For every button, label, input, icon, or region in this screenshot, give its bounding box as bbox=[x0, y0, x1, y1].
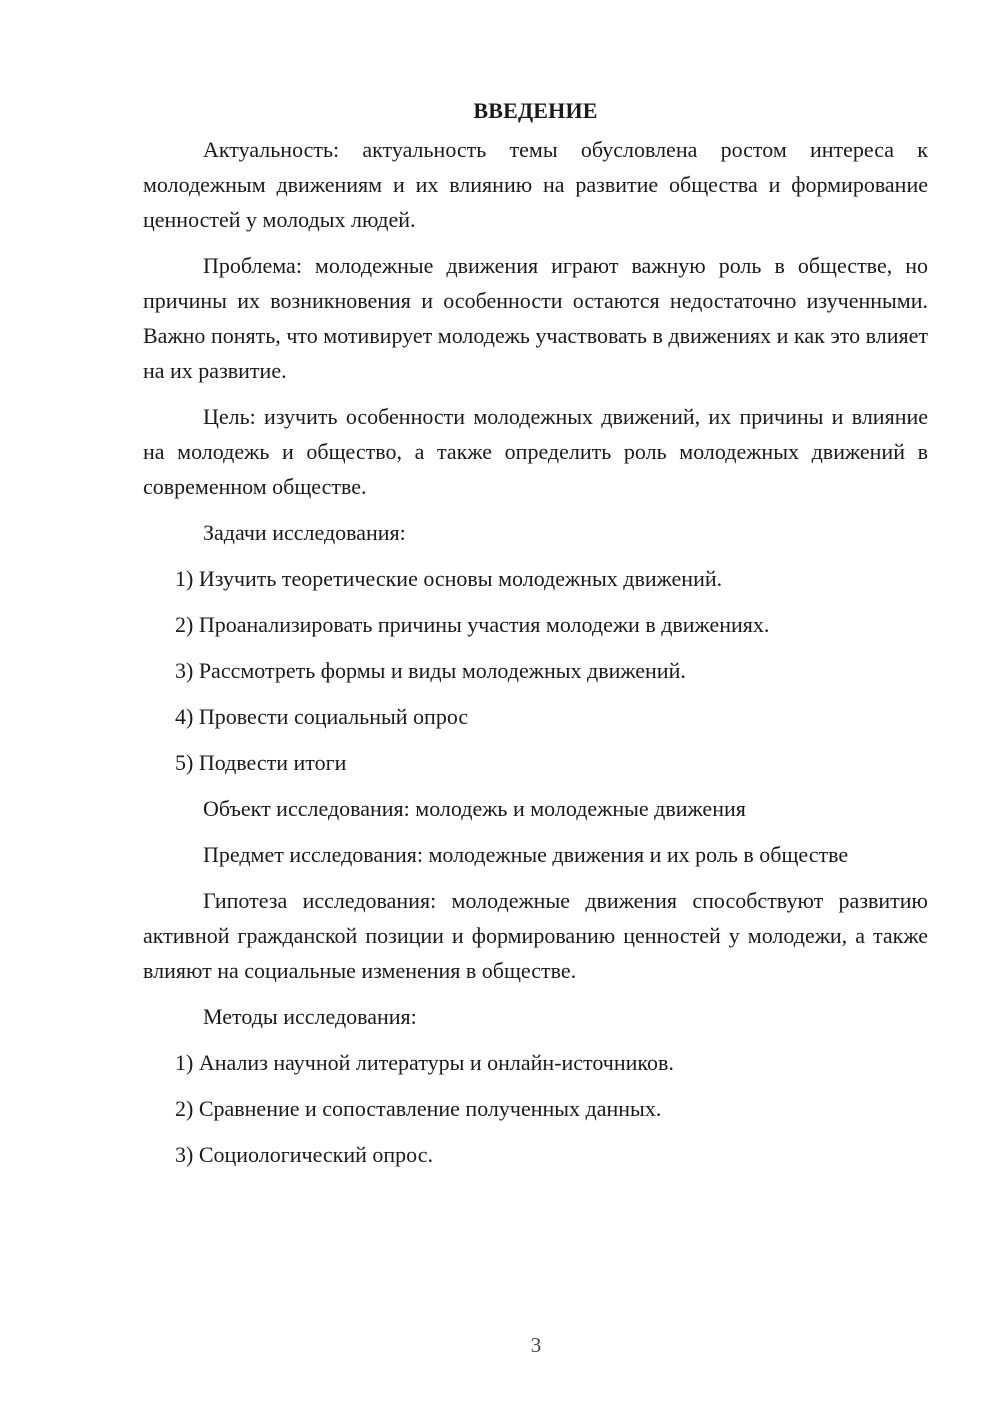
document-page bbox=[143, 94, 928, 1172]
research-subject: Предмет исследования: молодежные движения и их роль в обществе bbox=[203, 842, 849, 867]
method-item-3: 3) Социологический опрос. bbox=[175, 1142, 433, 1167]
page-number: 3 bbox=[530, 1333, 542, 1357]
task-item-2: 2) Проанализировать причины участия молодежи в движениях. bbox=[175, 612, 770, 637]
task-item-3: 3) Рассмотреть формы и виды молодежных движений. bbox=[175, 658, 686, 683]
problem-paragraph: Проблема: молодежные движения играют важную роль в обществе, но причины их возникновения и особенности остаются недостаточно изученными. Важно понять, что мотивирует молодежь участвовать в движениях и как это влияет на их развитие. bbox=[143, 253, 928, 383]
tasks-heading: Задачи исследования: bbox=[203, 520, 406, 545]
method-item-2: 2) Сравнение и сопоставление полученных данных. bbox=[175, 1096, 662, 1121]
task-item-1: 1) Изучить теоретические основы молодежных движений. bbox=[175, 566, 723, 591]
task-item-5: 5) Подвести итоги bbox=[175, 750, 347, 775]
method-item-1: 1) Анализ научной литературы и онлайн-источников. bbox=[175, 1050, 674, 1075]
methods-heading: Методы исследования: bbox=[203, 1004, 417, 1029]
relevance-paragraph: Актуальность: актуальность темы обусловлена ростом интереса к молодежным движениям и их влиянию на развитие общества и формирование ценностей у молодых людей. bbox=[143, 137, 928, 232]
section-title: ВВЕДЕНИЕ bbox=[473, 98, 598, 123]
goal-paragraph: Цель: изучить особенности молодежных движений, их причины и влияние на молодежь и общество, а также определить роль молодежных движений в современном обществе. bbox=[143, 404, 928, 499]
hypothesis-paragraph: Гипотеза исследования: молодежные движения способствуют развитию активной гражданской позиции и формированию ценностей у молодежи, а также влияют на социальные изменения в обществе. bbox=[143, 888, 928, 983]
research-object: Объект исследования: молодежь и молодежные движения bbox=[203, 796, 746, 821]
task-item-4: 4) Провести социальный опрос bbox=[175, 704, 469, 729]
